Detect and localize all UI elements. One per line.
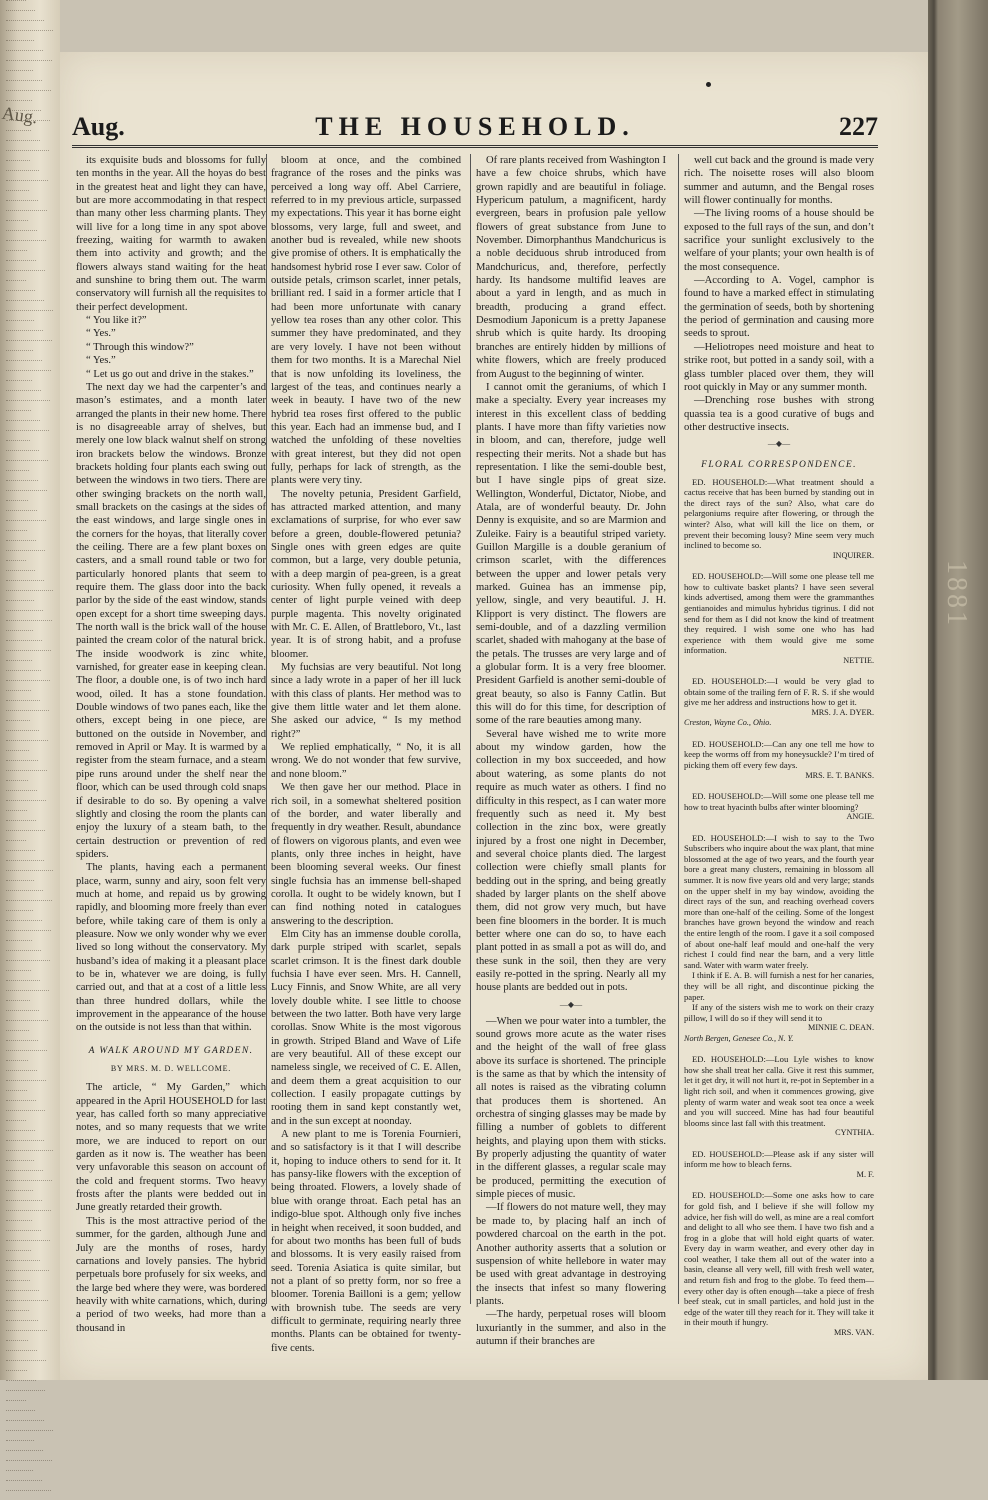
facing-page-line [6,1380,36,1390]
facing-page-line [6,230,37,240]
facing-page-line [6,740,48,750]
facing-page-line [6,1400,26,1410]
facing-page-line [6,580,44,590]
facing-page-line [6,1290,39,1300]
facing-page-line [6,1490,51,1500]
facing-page-line [6,220,28,230]
facing-page-line [6,890,43,900]
facing-page-line [6,400,50,410]
paragraph: “ Through this window?” [86,341,194,353]
facing-page-line [6,640,42,650]
column-rule [266,154,267,1304]
letter-text: ED. HOUSEHOLD:—Lou Lyle wishes to know how she shall treat her calla. Give it rest this summer, let it get dry, it will not hurt it, re-pot in September in a light rich soil, and when it commences growing, give plenty of warm water and weak soot tea once a week and you will succeed. Mine has had four beautiful blooms since last fall with this treatment. [684,1054,874,1128]
facing-page-line [6,610,43,620]
facing-page-line [6,900,52,910]
facing-page-line [6,1310,29,1320]
paragraph: My fuchsias are very beautiful. Not long since a lady wrote in a paper of her ill luck with this class of plants. Her method was to give them little water and let them alone. She asked our advice, “ Is my method right?” [271,662,461,740]
ink-spot [706,82,711,87]
facing-page-line [6,1440,34,1450]
facing-page-line [6,1390,45,1400]
section-divider: —◆— [767,439,791,449]
paragraph: —Drenching rose bushes with strong quassia tea is a good curative of bugs and other destructive insects. [684,395,874,433]
facing-page-line [6,10,35,20]
facing-page-line [6,930,51,940]
letter-signature: MRS. E. T. BANKS. [805,770,874,780]
column-4 [684,154,874,1338]
facing-page-line [6,480,38,490]
facing-page-line [6,850,35,860]
facing-page-line [6,1210,51,1220]
facing-page-line [6,370,51,380]
facing-page-line [6,210,47,220]
facing-page-line [6,40,34,50]
paragraph: —If flowers do not mature well, they may be made to, by placing half an inch of powdered charcoal on the earth in the pot. Another authority asserts that a solution or suspension of white hellebore in water may be used with great advantage in destroying the insects that infest so many flowering plants. [476,1202,666,1307]
facing-page-line [6,1370,27,1380]
paragraph: Several have wished me to write more about my window garden, how the collection in my box succeeded, and how about watering, as some plants do not require as much water as others. I find no difficulty in this respect, as I can water more frequently such as need it. My best collection in the zinc box, were greatly injured by a frost one night in December, and several choice plants died. The largest collection were chiefly small plants for bedding out in the spring, and being greatly shaded by larger plants on the shelf above them, did not grow very much, but have been fine bloomers in the border. It is much better where one can do so, to have each plant potted in as small a pot as will do, and these sunk in the soil, then they are very easily re-potted in the spring. Nearly all my house plants are bedded out in pots. [476,728,666,994]
byline: BY MRS. M. D. WELLCOME. [110,1064,232,1074]
facing-page-line [6,0,26,10]
facing-page-line [6,1250,31,1260]
facing-page-line [6,440,30,450]
header-month: Aug. [72,112,125,141]
facing-page-line [6,50,43,60]
facing-page-line [6,140,40,150]
facing-page-line [6,1170,43,1180]
facing-page-line [6,330,43,340]
facing-page-line [6,700,40,710]
facing-page-line [6,680,50,690]
facing-page-line [6,390,41,400]
letter-divider [684,1183,874,1187]
facing-page-line [6,290,35,300]
paragraph: This is the most attractive period of the summer, for the garden, although June and July are the months of roses, hardy carnations and lovely pansies. The hybrid perpetuals bore profusely for six weeks, and the large bed where they were, was bordered heavily with white carnations, which, during a period of two weeks, had more than a thousand in [76,1215,266,1334]
facing-page-line [6,1030,29,1040]
letter-text: ED. HOUSEHOLD:—Some one asks how to care for gold fish, and I believe if she will follow my advice, her fish will do well, as mine are a real comfort and delight to all who see them. I have two fish and a frog in a globe that will hold eight quarts of water. Every day in warm weather, and every other day in cool weather, I take them all out of the water into a basin, cleanse all very well, fill with fresh well water, and return fish and frog to the globe. To feed them—every other day is often enough—take a piece of fresh beef steak, cut in small particles, and hold just in the edge of the water till they reach for it. They will take it in their mouth if hungry. [684,1190,874,1328]
letter-divider [684,564,874,568]
facing-page-line [6,360,42,370]
facing-page-line [6,1420,44,1430]
letter-text: I think if E. A. B. will furnish a nest for her canaries, they will be all right, and discontinue picking the paper. [684,970,874,1002]
facing-page-line [6,790,37,800]
facing-page-line [6,520,46,530]
letter-text: If any of the sisters wish me to work on their crazy pillow, I will do so if they will send it to [684,1002,874,1023]
facing-page-line [6,150,49,160]
facing-page-line [6,810,27,820]
facing-page-line [6,560,26,570]
facing-page-line [6,1000,30,1010]
facing-page-line [6,1360,46,1370]
letter-text: ED. HOUSEHOLD:—What treatment should a cactus receive that has been burned by standing out in the direct rays of the sun? Also, what care do pelargoniums require after flowering, or through the winter? Also, what will kill the lice on them, or prevent their becoming lousy? Mine seem very much inclined to become so. [684,476,874,551]
facing-page-line [6,980,40,990]
column-2-body [271,154,461,1355]
facing-page-line [6,180,48,190]
facing-page-line [6,430,49,440]
facing-page-line [6,1090,27,1100]
facing-page-line [6,60,52,70]
facing-page-line [6,1260,40,1270]
facing-page-line [6,950,41,960]
facing-page-line [6,960,50,970]
facing-page-line [6,1120,26,1130]
facing-page-line [6,310,53,320]
facing-page-line [6,340,52,350]
paragraph: “ Yes.” [86,328,116,340]
column-1-body [76,154,266,1035]
letter-text: ED. HOUSEHOLD:—I would be very glad to obtain some of the trailing fern of F. R. S. if she would give me her address and instructions how to get it. [684,676,874,708]
letter-signature: NETTIE. [843,655,874,665]
facing-page-line [6,1010,39,1020]
column-3-body [476,154,666,995]
facing-page-line [6,1330,47,1340]
book-spine [928,0,988,1380]
facing-page-line [6,1320,38,1330]
facing-page-line [6,720,30,730]
paragraph: We replied emphatically, “ No, it is all wrong. We do not wonder that few survive, and none bloom.” [271,742,461,780]
facing-page-line [6,870,53,880]
facing-page-line [6,1150,53,1160]
facing-page-line [6,1280,30,1290]
facing-page-line [6,70,33,80]
letter-signature: INQUIRER. [832,550,874,560]
facing-page-line [6,500,28,510]
spine-imprint: 1881 [941,560,972,628]
letter-place: Creston, Wayne Co., Ohio. [684,718,772,728]
paragraph: “ You like it?” [86,315,147,327]
facing-page-line [6,380,32,390]
paragraph: The article, “ My Garden,” which appeared in the April HOUSEHOLD for last year, has called forth so many appreciative notes, and so many requests that we write more, we are induced to report on our garden as it now is. The weather has been very unfavorable this season on account of the cold and frequent storms. Two heavy frosts after the plants were bedded out in June greatly retarded their growth. [76,1082,266,1214]
facing-page-line [6,990,49,1000]
letter-text: ED. HOUSEHOLD:—Can any one tell me how to keep the worms off from my honeysuckle? I’m tired of picking them off every few days. [684,738,874,771]
paragraph: The plants, having each a permanent place, warm, sunny and airy, soon felt very much at home, and repaid us by growing rapidly, and blooming more freely than ever before, while taking care of them is only a pleasure. Now we only wonder why we ever lived so long without the conservatory. My husband’s idea of making it a pleasant place to be in, whatever we are doing, is fully carried out, and that at a cost of a little less than three hundred dollars, while the improvement in the appearance of the house on the outside is not less than that within. [76,862,266,1034]
facing-page-line [6,490,47,500]
section-title: A WALK AROUND MY GARDEN. [88,1045,254,1056]
facing-page-line [6,920,42,930]
facing-page-line [6,830,45,840]
letter-signature: ANGIE. [846,812,874,822]
facing-page-line [6,780,28,790]
facing-page-line [6,1070,37,1080]
facing-page-line [6,940,32,950]
paragraph: We then gave her our method. Place in rich soil, in a somewhat sheltered position of the border, and water liberally and frequently in dry weather. Result, abundance of flowers on vigorous plants, and even wee plants, only three inches in height, have been blooming several weeks. Our finest single fuchsia has an immense bell-shaped corolla. It ought to be widely known, but I can find nothing noted in catalogues answering to the description. [271,782,461,927]
letters [684,477,874,1346]
letter-divider [684,1142,874,1146]
facing-page-line [6,250,27,260]
letter-divider [684,669,874,673]
letter-text: ED. HOUSEHOLD:—Will some one please tell me how to cultivate basket plants? I have seen several kinds advertised, among them were the grammanthes gentianoides and mimulus hybridus tigrinus. I did not send for them as I did not know the kind of treatment they required. I wish some one who has had experience with them would give me some information. [684,571,874,656]
facing-page-line [6,280,26,290]
paragraph: I cannot omit the geraniums, of which I make a specialty. Every year increases my interest in this excellent class of bedding plants. I have more than fifty varieties now in bloom, and can, therefore, judge well respecting their merits. Not a shade but has representation. I like the semi-double best, but I have single pips of great size. Wellington, Wonderful, Dictator, Niobe, and Atala, are of wonderful beauty. Dr. John Denny is exquisite, and so are Marmion and Zuleike. Fairy is a beautiful striped variety. Guillon Margille is a double geranium of crimson scarlet, with the differences between the upper and lower petals very marked. Guinea has an immense pip, yellow, single, and very beautiful. J. H. Klipport is very distinct. The flowers are semi-double, and of a dazzling vermilion scarlet, shaded with mahogany at the base of the petals. The trusses are very large and of a globular form. It is a very free bloomer. President Garfield is another semi-double of great beauty, so also is Fanny Catlin. But this will do for this time, for description of some of the rare beauties among many. [476,381,666,727]
facing-page-line [6,1200,42,1210]
facing-page-line [6,730,39,740]
facing-page-line [6,1050,47,1060]
facing-page-line [6,80,42,90]
facing-page-line [6,600,34,610]
facing-page-line [6,300,44,310]
column-4-body [684,154,874,434]
letter-signature: CYNTHIA. [835,1128,874,1138]
facing-page-line [6,510,37,520]
facing-page-line [6,20,44,30]
facing-page-line [6,840,26,850]
facing-page-line [6,1100,36,1110]
facing-page-line [6,670,41,680]
facing-page-line [6,910,33,920]
facing-page-line [6,1180,52,1190]
facing-page-line [6,650,51,660]
facing-page-line [6,1140,44,1150]
facing-page-line [6,1190,33,1200]
section-title: FLORAL CORRESPONDENCE. [701,460,857,471]
paragraph: its exquisite buds and blossoms for fully ten months in the year. All the hoyas do best in the greatest heat and light they can have, but are more accommodating in that respect than many other less charming plants. They will live for a long time in any spot above freezing, waiting for warmth to awaken them into activity and growth; and the flowers always stand waiting for the heat and sunshine to bring them out. The warm conservatory will furnish all the requisites to their perfect development. [76,155,266,313]
column-1 [76,154,266,1334]
facing-page-line [6,690,31,700]
facing-page-line [6,710,49,720]
facing-page-line [6,260,36,270]
facing-page-line [6,540,36,550]
facing-page-line [6,530,27,540]
facing-page-line [6,1410,35,1420]
facing-page-line [6,350,33,360]
paragraph: —The living rooms of a house should be exposed to the full rays of the sun, and don’t sacrifice your sunlight exclusively to the welfare of your plants; your own health is of the most consequence. [684,208,874,273]
facing-page-line [6,130,31,140]
facing-page-line [6,160,30,170]
facing-page-line [6,1060,28,1070]
facing-page-line [6,970,31,980]
paragraph: Of rare plants received from Washington I have a few choice shrubs, which have grown rapidly and are beautiful in foliage. Hypericum patulum, a magnificent, hardy evergreen, bears in profusion pale yellow flowers of great substance from June to November. Dimorphanthus Mandchuricus is a noble deciduous shrub introduced from Mandchuricus, and, therefore, perfectly hardy. Its handsome multifid leaves are about a yard in length, and as much in breadth, producing a grand effect. Desmodium Japonicum is a pretty Japanese shrub which is quite hardy. Its drooping branches are entirely hidden by millions of white flowers, which are freely produced from August to the beginning of winter. [476,155,666,380]
facing-page-line [6,590,53,600]
facing-page-line [6,760,38,770]
column-3 [476,154,666,1347]
facing-page-header-fragment: Aug. [0,102,39,128]
facing-page-line [6,240,46,250]
paragraph: “ Yes.” [86,355,116,367]
facing-page-line [6,1430,53,1440]
facing-page-line [6,450,39,460]
letter-signature: MRS. J. A. DYER. [811,708,874,718]
facing-page-line [6,1470,33,1480]
paragraph: The next day we had the carpenter’s and mason’s estimates, and a month later arranged the plants in their new home. There is no disagreeable array of shelves, but merely one low black walnut shelf on strong iron brackets below the windows. Bronze brackets holding four plants each swing out between the windows in two tiers. There are other swinging brackets on the north wall, small brackets on the casings at the sides of the east windows, and large single ones in the corners for the hoyas, that literally cover the ceiling. There are a few plant boxes on casters, and a small round table or two for particularly honored plants that seem to require them. The glass door into the back parlor by the side of the east window, stands open except for a short time sweeping days. The north wall is the brick wall of the house painted the cream color of the natural brick. The inside woodwork is zinc white, varnished, for greater ease in keeping clean. The floor, a double one, is of two inch hard wood, oiled. It has a stone foundation. Double windows of two panes each, like the others, except being in one piece, are buttoned on the outside in November, and removed in April or May. It is warmed by a register from the steam furnace, and a steam pipe runs around under the shelf near the floor, which can be used through cold snaps if desirable to do so. By opening a valve slightly and closing the room the plants can enjoy the luxury of a steam bath, to the certain destruction or prevention of red spiders. [76,381,266,860]
paragraph: “ Let us go out and drive in the stakes.” [86,368,254,380]
letter-divider [684,732,874,736]
facing-page-line [6,1020,48,1030]
letter-divider [684,1341,874,1345]
facing-page-line [6,1080,46,1090]
facing-page-line [6,550,45,560]
facing-page-line [6,770,47,780]
facing-page-line [6,1300,48,1310]
letter-divider [684,1047,874,1051]
facing-page-line [6,1270,49,1280]
letter-text: ED. HOUSEHOLD:—Please ask if any sister will inform me how to bleach ferns. [684,1148,874,1170]
paragraph: —The hardy, perpetual roses will bloom luxuriantly in the summer, and also in the autumn if their branches are [476,1309,666,1347]
facing-page-line [6,880,34,890]
letter-signature: MRS. VAN. [834,1328,874,1338]
paragraph: well cut back and the ground is made very rich. The noisette roses will also bloom summer and autumn, and the Bengal roses will flower continually for months. [684,155,874,207]
facing-page-line [6,1240,50,1250]
header-title: THE HOUSEHOLD. [315,112,635,141]
facing-page-line [6,660,32,670]
paragraph: —Heliotropes need moisture and heat to strike root, but potted in a sandy soil, with a glass tumbler placed over them, they will root quickly in May or any summer month. [684,341,874,393]
facing-page-line [6,470,29,480]
letter-place: North Bergen, Genesee Co., N. Y. [684,1033,794,1043]
facing-page-line [6,30,53,40]
column-rule [678,154,679,1304]
facing-page-line [6,320,34,330]
paragraph: —According to A. Vogel, camphor is found to have a marked effect in stimulating the germination of seeds, both by shortening the period of germination and causing more seeds to sprout. [684,275,874,340]
letter-divider [684,784,874,788]
facing-page-line [6,200,38,210]
letter-signature: MINNIE C. DEAN. [808,1023,874,1033]
paragraph: —When we pour water into a tumbler, the sound grows more acute as the water rises and the height of the wall of free glass above its surface is shortened. The principle is the same as that by which the intensity of all notes is raised as the vibrating column that produces them is shortened. An orchestra of singing glasses may be made by filling a number of goblets to different heights, and playing upon them with sticks. By properly adjusting the quantity of water in the different glasses, a regular scale may be produced, permitting the execution of simple pieces of music. [476,1015,666,1201]
facing-page-line [6,1350,37,1360]
letter-text: ED. HOUSEHOLD:—Will some one please tell me how to treat hyacinth bulbs after winter blooming? [684,791,874,812]
paragraph: A new plant to me is Torenia Fournieri, and so satisfactory is it that I will describe it, hoping to induce others to send for it. It has pansy-like flowers with the exception of being throated. Flowers, a lovely shade of blue with orange throat. Each petal has an indigo-blue spot. Although only five inches in height when received, it soon budded, and for about two months has been full of buds and blossoms. It is very easily raised from seed. Torenia Asiatica is quite similar, but not a plant of so pretty form, nor so free a bloomer. Torenia Bailloni is a gem; yellow with brownish tube. The seeds are very difficult to germinate, requiring nearly three months. Plants can be obtained for twenty-five cents. [271,1129,461,1354]
facing-page-line [6,1130,35,1140]
section-divider: —◆— [559,999,583,1009]
facing-page-line [6,570,35,580]
facing-page-line [6,410,31,420]
column-1-body-after [76,1081,266,1335]
paragraph: bloom at once, and the combined fragrance of the roses and the pinks was perceived a long way off. Abel Carriere, referred to in my previous article, surpassed my expectations. This year it has borne eight blossoms, very large, full and sweet, and another bud is revealed, while new shoots give promise of others. It is emphatically the handsomest hybrid rose I ever saw. Color of outside petals, crimson scarlet, inner petals, brilliant red. I said in a former article that I had been more unfortunate with canary yellow tea roses than any other color. This summer they have predominated, and they are very lovely. I have not been without them for two months. It is a Marechal Niel that is now unfolding its loveliness, the largest of the teas, and continues nearly a week in beauty. I have two of the new hybrid tea roses first offered to the public this year. Each had an immense bud, and I watched the unfolding of these novelties with great interest, but they did not open fully, perhaps for lack of strength, as the plants were very tiny. [271,155,461,487]
column-3-body-after [476,1015,666,1349]
facing-page-line [6,1040,38,1050]
facing-page-line [6,460,48,470]
facing-page-line [6,750,29,760]
facing-page-line [6,1340,28,1350]
facing-page-line [6,190,29,200]
paragraph: Elm City has an immense double corolla, dark purple striped with scarlet, sepals scarlet crimson. It is the finest dark double fuchsia I have ever seen. Mrs. H. Cannell, Lucy Finnis, and Snow White, are all very lovely double white. I see little to choose between the two latter. Both have very large corollas. Snow White is the most vigorous in growth. Striped Bland and Wave of Life are very beautiful. All of these except our nameless single, we received of C. E. Allen, and deem them a great acquisition to our collection. I easily propagate cuttings by rooting them in sand kept constantly wet, and in the sun except at noonday. [271,928,461,1127]
facing-page-line [6,270,45,280]
facing-page-line [6,420,40,430]
header-rule [72,145,878,148]
facing-page-line [6,860,44,870]
column-2 [271,154,461,1354]
column-rule [470,154,471,1304]
facing-page-line [6,1160,34,1170]
letter-signature: M. F. [856,1169,874,1179]
letter-text: ED. HOUSEHOLD:—I wish to say to the Two Subscribers who inquire about the wax plant, that mine blossomed at the age of two years, and the fourth year bore a great many clusters, remaining in blossom all summer. It is now five years old and very large; stands on the upper shelf in my bay window, avoiding the direct rays of the sun, and reaching overhead covers more than one-half of the ceiling. Some of the longest branches have grown beyond the window and reach the entire length of the room. I gave it a soil composed of about one-half leaf mould and one-half the very richest I could find near the barn, and a very little sand. Water with warm water freely. [684,832,874,970]
facing-page-line [6,800,46,810]
facing-page-line [6,1220,32,1230]
page-header [72,112,878,146]
facing-page-line [6,1480,42,1490]
facing-page-line [6,620,52,630]
letter-divider [684,826,874,830]
paragraph: The novelty petunia, President Garfield, has attracted marked attention, and many exclamations of surprise, for who ever saw before a green, double-flowered petunia? Single ones with green edges are quite common, but a large, very double petunia, with a deep margin of pea-green, is a great curiosity. When fully opened, it reveals a center of light purple veined with deep purple magenta. This novelty originated with Mr. C. E. Allen, of Brattleboro, Vt., last year. It is of strong habit, and a profuse bloomer. [271,488,461,660]
facing-page-text-strip [0,0,56,1380]
facing-page-line [6,1460,52,1470]
facing-page-line [6,170,39,180]
facing-page-line [6,820,36,830]
facing-page-line [6,1110,45,1120]
page-number: 227 [839,112,878,141]
facing-page-line [6,630,33,640]
facing-page-line [6,90,51,100]
facing-page-line [6,1450,43,1460]
facing-page-line [6,1230,41,1240]
